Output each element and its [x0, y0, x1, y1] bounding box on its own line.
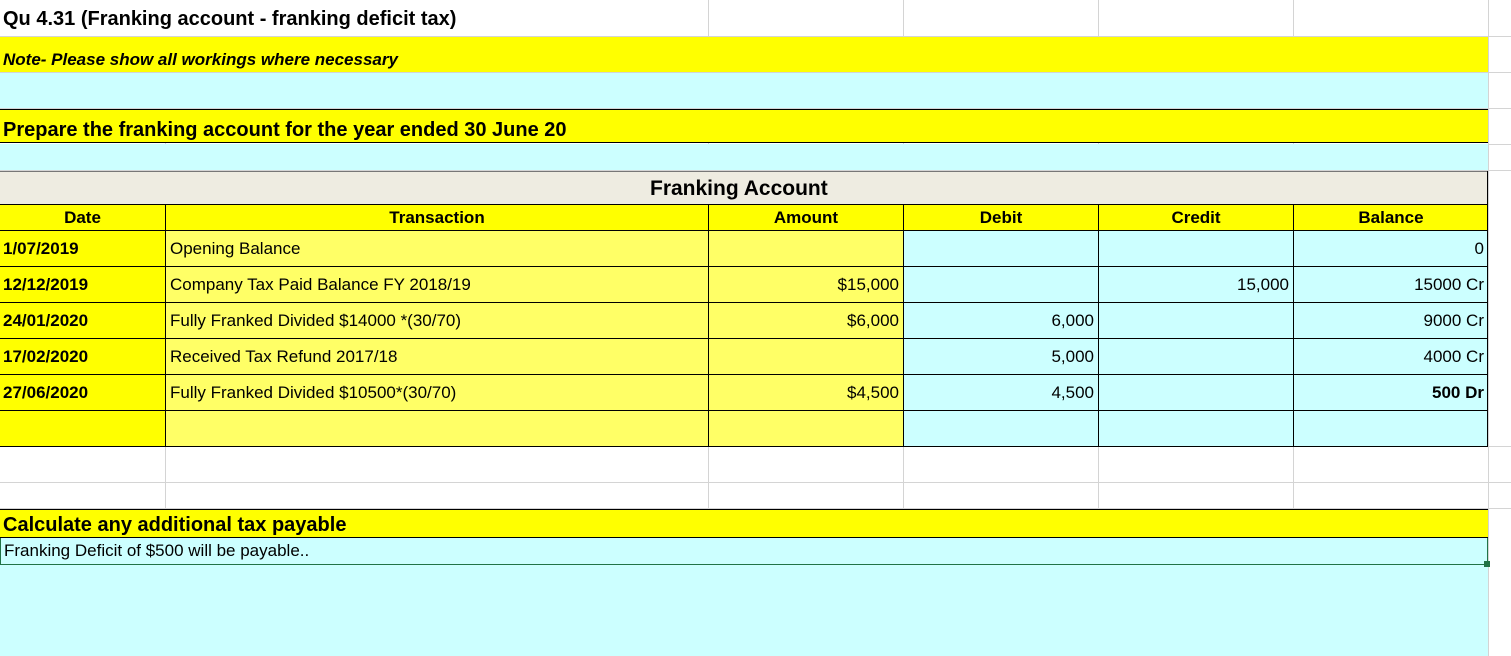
balance-value: 15000 Cr — [1414, 275, 1484, 294]
balance-value: 4000 Cr — [1423, 347, 1484, 366]
credit-cell[interactable] — [1098, 267, 1293, 303]
date-value: 27/06/2020 — [3, 383, 89, 402]
amount-cell[interactable] — [708, 231, 903, 267]
transaction-value: Company Tax Paid Balance FY 2018/19 — [170, 275, 471, 294]
amount-cell[interactable] — [708, 375, 903, 411]
date-cell[interactable] — [0, 375, 165, 411]
account-title: Franking Account — [650, 177, 828, 200]
date-value: 17/02/2020 — [3, 347, 89, 366]
amount-cell[interactable] — [708, 303, 903, 339]
balance-cell[interactable] — [1293, 303, 1488, 339]
debit-value: 5,000 — [1051, 347, 1094, 366]
credit-cell[interactable] — [1098, 231, 1293, 267]
title-cell[interactable] — [0, 0, 708, 36]
credit-cell[interactable] — [1098, 375, 1293, 411]
amount-cell[interactable] — [708, 339, 903, 375]
date-value: 1/07/2019 — [3, 239, 79, 258]
blank-row-1[interactable] — [0, 73, 1488, 108]
credit-value: 15,000 — [1237, 275, 1289, 294]
answer-cell[interactable] — [0, 538, 1488, 565]
balance-value: 500 Dr — [1432, 383, 1484, 402]
col-balance-header[interactable]: Balance — [1358, 208, 1424, 227]
amount-value: $4,500 — [847, 383, 899, 402]
answer-text: Franking Deficit of $500 will be payable.. — [4, 541, 310, 560]
balance-value: 0 — [1474, 239, 1484, 258]
sheet-title: Qu 4.31 (Franking account - franking deficit tax) — [3, 8, 457, 30]
debit-value: 4,500 — [1051, 383, 1094, 402]
col-transaction-header[interactable]: Transaction — [389, 208, 485, 227]
debit-cell[interactable] — [903, 267, 1098, 303]
balance-cell[interactable] — [1293, 267, 1488, 303]
date-cell[interactable] — [0, 411, 165, 447]
credit-cell[interactable] — [1098, 411, 1293, 447]
col-credit-header[interactable]: Credit — [1171, 208, 1221, 227]
date-value: 12/12/2019 — [3, 275, 89, 294]
transaction-value: Opening Balance — [170, 239, 301, 258]
debit-cell[interactable] — [903, 303, 1098, 339]
transaction-value: Fully Franked Divided $10500*(30/70) — [170, 383, 457, 402]
debit-cell[interactable] — [903, 231, 1098, 267]
transaction-cell[interactable] — [165, 375, 708, 411]
date-cell[interactable] — [0, 303, 165, 339]
balance-cell[interactable] — [1293, 339, 1488, 375]
debit-cell[interactable] — [903, 411, 1098, 447]
debit-cell[interactable] — [903, 375, 1098, 411]
transaction-cell[interactable] — [165, 267, 708, 303]
debit-value: 6,000 — [1051, 311, 1094, 330]
debit-cell[interactable] — [903, 339, 1098, 375]
credit-cell[interactable] — [1098, 303, 1293, 339]
note-text: Note- Please show all workings where necessary — [3, 50, 398, 69]
credit-cell[interactable] — [1098, 339, 1293, 375]
date-cell[interactable] — [0, 231, 165, 267]
fill-handle[interactable] — [1484, 561, 1490, 567]
transaction-value: Received Tax Refund 2017/18 — [170, 347, 398, 366]
transaction-cell[interactable] — [165, 411, 708, 447]
balance-value: 9000 Cr — [1423, 311, 1484, 330]
prepare-heading-row[interactable] — [0, 109, 1488, 143]
balance-cell[interactable] — [1293, 231, 1488, 267]
amount-value: $6,000 — [847, 311, 899, 330]
col-date-header[interactable]: Date — [64, 208, 101, 227]
table-right-border — [1487, 171, 1488, 447]
transaction-value: Fully Franked Divided $14000 *(30/70) — [170, 311, 462, 330]
balance-cell[interactable] — [1293, 411, 1488, 447]
calc-heading: Calculate any additional tax payable — [3, 514, 347, 536]
balance-cell[interactable] — [1293, 375, 1488, 411]
amount-cell[interactable] — [708, 267, 903, 303]
date-cell[interactable] — [0, 339, 165, 375]
date-value: 24/01/2020 — [3, 311, 89, 330]
note-row[interactable] — [0, 37, 1488, 72]
blank-row-2[interactable] — [0, 144, 1488, 170]
account-title-row[interactable] — [0, 171, 1488, 204]
column-header-row — [0, 204, 1488, 231]
transaction-cell[interactable] — [165, 339, 708, 375]
amount-value: $15,000 — [837, 275, 899, 294]
transaction-cell[interactable] — [165, 303, 708, 339]
col-amount-header[interactable]: Amount — [773, 208, 839, 227]
date-cell[interactable] — [0, 267, 165, 303]
transaction-cell[interactable] — [165, 231, 708, 267]
calc-heading-row[interactable] — [0, 509, 1488, 538]
amount-cell[interactable] — [708, 411, 903, 447]
col-debit-header[interactable]: Debit — [979, 208, 1023, 227]
prepare-heading: Prepare the franking account for the year ended 30 June 20 — [3, 119, 567, 141]
